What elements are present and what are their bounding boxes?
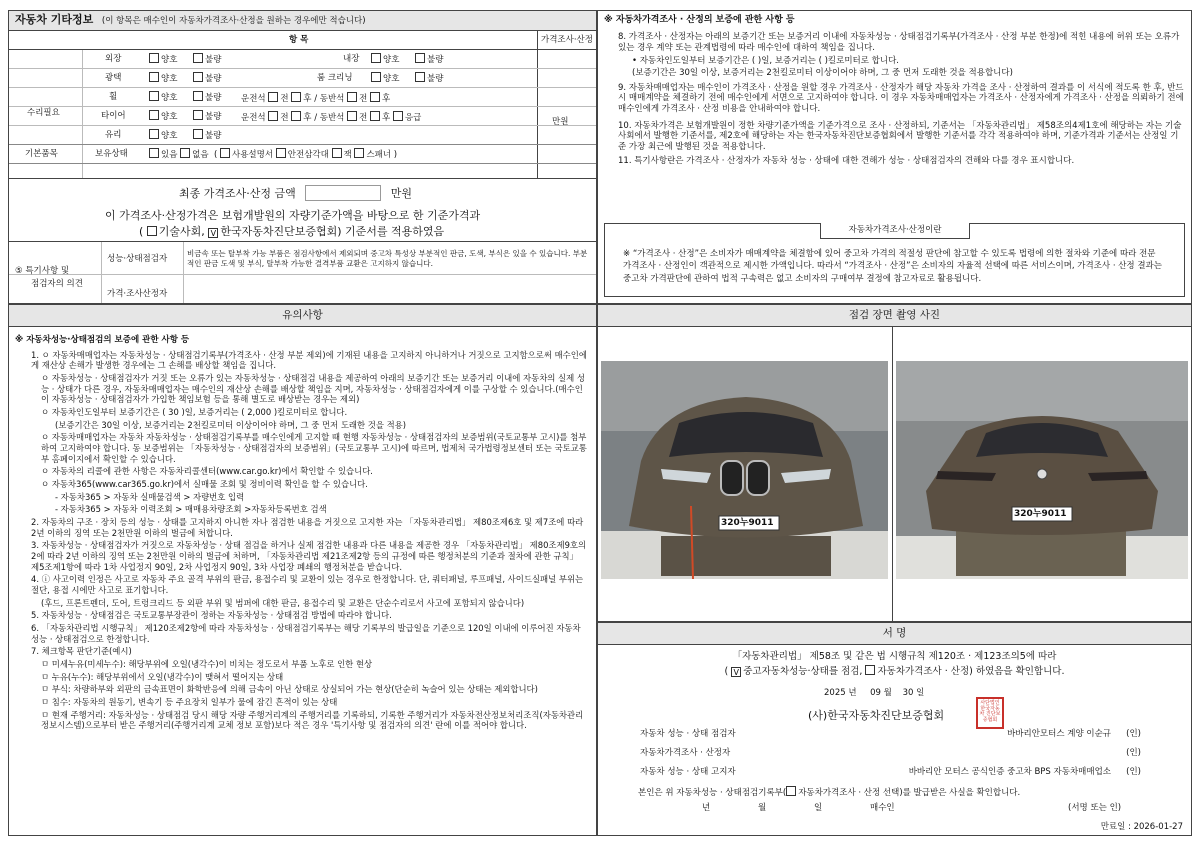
notice-line: ㅇ 자동차의 리콜에 관한 사항은 자동차리콜센터(www.car.go.kr)에서 확인할 수 있습니다. [41, 466, 373, 477]
notice-header [9, 305, 596, 327]
photos-panel [597, 304, 1192, 622]
option-label: 후 [382, 94, 391, 104]
final-price-unit: 만원 [390, 187, 413, 200]
tire-bad-checkbox[interactable] [193, 110, 203, 120]
option-label: 불량 [427, 55, 444, 65]
confirm-b-checkbox[interactable] [865, 665, 875, 675]
guarantee-item-11: 11. 특기사항란은 가격조사 · 산정자가 자동차 성능 · 상태에 대한 견해가 성능 · 상태점검자의 견해와 다를 경우 표시합니다. [618, 155, 1075, 166]
notice-title: 유의사항 [282, 309, 323, 321]
col-price-header: 가격조사·산정 [541, 35, 593, 45]
tire-pass-front-checkbox[interactable] [347, 111, 357, 121]
exterior-label: 외장 [105, 54, 122, 64]
option-label: 양호 [161, 112, 178, 122]
notice-line: ㅇ 자동차인도일부터 보증기간은 ( 30 )일, 보증거리는 ( 2,000 )킬로미터로 합니다. [41, 406, 348, 417]
signer-row [640, 729, 1141, 748]
buyer-year: 년 [702, 803, 711, 813]
room-bad-checkbox[interactable] [415, 72, 425, 82]
final-price-block: 최종 가격조사·산정 금액 만원 이 가격조사·산정가격은 보험개발원의 자량기준가액을 바탕으로 한 기준가격과 ( 기술사회, V 한국자동차진단보증협회) 기준서를 적용하였음 [105, 187, 481, 238]
wheel-driver-front-checkbox[interactable] [268, 92, 278, 102]
rear-inspection-photo [896, 361, 1188, 579]
option-label: 스패너 [366, 150, 392, 160]
interior-label: 내장 [343, 54, 360, 64]
perf-inspector-text: 비금속 또는 탈부착 가능 부품은 점검사항에서 제외되며 중고차 특성상 부분적인 판금, 도색, 부식은 있을 수 있습니다. 부분적인 판금 도색 및 부식, 탈부착 가능한 결격부품 교환은 고지하지 않습니다. [187, 249, 588, 268]
tire-pass-rear-checkbox[interactable] [370, 111, 380, 121]
signer-row [640, 748, 1141, 767]
signer-name: 바바리안모터스 계양 이순규 [1007, 729, 1111, 739]
unit-label: 만원 [552, 117, 569, 127]
guarantee-item-9: 9. 자동차매매업자는 매수인이 가격조사 · 산정을 원할 경우 가격조사 · 산정자가 해당 자동차 가격을 조사 · 산정하여 결과를 이 서식에 적도록 한 후, 반드시 매매계약을 체결하기 전에 매수인에게 서면으로 고지하여야 합니다. 이 경우 자동차매매업자는 가격조사 · 산정자에게 가격조사 · 산정을 의뢰하기 전에 매수인에게 가격조사 · 산정 비용을 안내하여야 합니다. [618, 82, 1184, 114]
glass-bad-checkbox[interactable] [193, 129, 203, 139]
option-label: 전 [359, 113, 368, 123]
basis-sentence: 이 가격조사·산정가격은 보험개발원의 자량기준가액을 바탕으로 한 기준가격과 [105, 209, 481, 222]
notice-line: 1. ㅇ 자동차매매업자는 자동차성능 · 상태점검기록부(가격조사 · 산정 부분 제외)에 기재된 내용을 고지하지 아니하거나 거짓으로 고지함으로써 매수인에게 재산상 손해가 발생한 경우에는 그 손해를 배상할 책임을 집니다. [31, 349, 587, 371]
perf-inspector-label: 성능·상태점검자 [107, 254, 168, 264]
notice-line: ㅁ 부식: 차량하부와 외판의 금속표면이 화학반응에 의해 금속이 아닌 상태로 상실되어 가는 현상(단순히 녹슬어 있는 상태는 제외합니다) [41, 684, 538, 695]
signature-header [598, 623, 1191, 645]
seal-text: 사단법인 한국자동차 진단보증협회 [979, 700, 1001, 723]
basis-b-label: 한국자동차진단보증협회) 기준서를 적용하였음 [220, 225, 445, 238]
confirm-a-label: 중고자동차성능·상태를 점검, [743, 666, 863, 677]
option-label: 불량 [205, 131, 222, 141]
signer-role: 자동차 성능 · 상태 고지자 [640, 767, 736, 777]
price-inspector-label: 가격·조사산정자 [107, 289, 168, 299]
notice-subtitle: ※ 자동차성능·상태점검의 보증에 관한 사항 등 [15, 335, 190, 345]
signer-seal-mark[interactable]: (인) [1126, 748, 1141, 758]
guarantee-item-10: 10. 자동차가격은 보험개발원이 정한 차량기준가액을 기준가격으로 조사 · 산정하되, 기준서는 「자동차관리법」 제58조의4제1호에 해당하는 자는 기술사회에서 발행한 기준서를, 제2호에 해당하는 자는 한국자동차진단보증협회에서 발행한 기준서를 각각 적용하여야 하며, 기준가격과 기준서는 산정일 기준 가장 최근에 발행된 것을 적용합니다. [618, 120, 1182, 152]
triangle-checkbox[interactable] [276, 148, 286, 158]
option-label: 전 [359, 94, 368, 104]
notice-line: ㅁ 현재 주행거리: 자동차성능 · 상태점검 당시 해당 자량 주행거리계의 주행거리를 기록하되, 기록한 주행거리가 자동차전산정보처리조직(자동차관리정보시스템)으로부터 받은 주행거리(주행거리계 교체 정보 포함)보다 적은 경우 '특기사항 및 점검자의 의견' 란에 이를 적어야 합니다. [41, 709, 584, 731]
other-info-title: 자동차 기타정보 [15, 13, 94, 26]
notice-line: ㅇ 자동차365(www.car365.go.kr)에서 실매물 조회 및 정비이력 확인을 할 수 있습니다. [41, 479, 368, 490]
notice-line: 3. 자동차성능 · 상태점검자가 거짓으로 자동차성능 · 상태 점검을 하거나 실제 점검한 내용과 다른 내용을 제공한 경우 「자동차관리법」 제80조제9호의2에 따라 2년 이하의 징역 또는 2천만원 이하의 벌금에 처하며, 「자동차관리법 제21조제2항 등의 규정에 따른 행정처분의 기준과 절차에 관한 규칙」 제5조제1항에 따라 1차 사업정지 90일, 2차 사업정지 90일, 3차 사업장 폐쇄의 행정처분을 받습니다. [31, 540, 587, 572]
buyer-day: 일 [814, 803, 823, 813]
notice-line: (보증기간은 30일 이상, 보증거리는 2천킬로미터 이상이어야 하며, 그 중 먼저 도래한 것을 적용) [55, 419, 407, 430]
option-label: 없음 [192, 150, 209, 160]
receipt-b: 자동차가격조사 · 산정 선택)를 발급받은 사실을 확인합니다. [798, 788, 1021, 798]
notice-line: - 자동차365 > 자동차 이력조회 > 매매용차량조회 >자동차등록번호 검색 [55, 504, 327, 515]
price-guarantee-panel [597, 10, 1192, 304]
notice-line: 7. 체크항목 판단기준(예시) [31, 646, 132, 657]
option-label: 후 [303, 94, 312, 104]
expiry-date: 만료일 : 2026-01-27 [1100, 822, 1183, 832]
confirm-a-checkbox[interactable]: V [731, 667, 741, 677]
notice-line: 5. 자동차성능 · 상태점검은 국토교통부장관이 정하는 자동차성능 · 상태점검 방법에 따라야 합니다. [31, 610, 392, 621]
guarantee-item-8c: (보증기간은 30일 이상, 보증거리는 2천킬로미터 이상이어야 하며, 그 중 먼저 도래한 것을 적용합니다) [632, 68, 1013, 79]
option-label: 불량 [205, 74, 222, 84]
signer-seal-mark[interactable]: (인) [1126, 729, 1141, 739]
price-def-text: ※ “가격조사 · 산정”은 소비자가 매매계약을 체결함에 있어 중고차 가격의 적절성 판단에 참고할 수 있도록 법령에 의한 절차와 기준에 따라 전문 가격조사 · 산정인이 객관적으로 제시한 가액입니다. 따라서 “가격조사 · 산정”은 소비자의 자율적 선택에 따른 서비스이며, 가격조사 · 산정 결과는 중고차 가격판단에 관하여 법적 구속력은 없고 소비자의 구매여부 결정에 참고자료로 활용됩니다. [623, 249, 1162, 284]
col-item-header: 항 목 [289, 35, 309, 45]
notice-line: 6. 「자동차관리법 시행규칙」 제120조제2항에 따라 자동차성능 · 상태점검기록부는 해당 기록부의 발급일을 기준으로 120일 이내에 이루어진 자동차 성능 · 상태점검으로 한정합니다. [31, 623, 581, 644]
option-label: 양호 [383, 74, 400, 84]
option-label: 응급 [404, 113, 422, 123]
signer-role: 자동차 성능 · 상태 점검자 [640, 729, 736, 739]
passenger-label: / 동반석 [314, 113, 345, 123]
buyer-month: 월 [758, 803, 767, 813]
wheel-good-checkbox[interactable] [149, 91, 159, 101]
front-inspection-photo [601, 361, 888, 579]
receipt-price-checkbox[interactable] [786, 786, 796, 796]
option-label: 불량 [205, 55, 222, 65]
possession-have-checkbox[interactable] [149, 148, 159, 158]
date-year: 2025 년 [824, 688, 857, 698]
repair-label: 수리필요 [27, 108, 60, 118]
interior-bad-checkbox[interactable] [415, 53, 425, 63]
notice-panel [8, 304, 597, 836]
spanner-checkbox[interactable] [354, 148, 364, 158]
repair-table: 항 목 가격조사·산정 수리필요 만원 외장 양호 불량 내장 양호 불량 광택 양호 불량 룸 크리닝 양호 불량 휠 양호 불량 운전석 전 후 / 동반석 전 후 타이어 양호 불량 운전석 전 후 / 동반석 전 후 응급 유리 양호 불량 기본품목 보유상태 있음 없음 ( 사용설명서 안전삼각대 잭 스패너 ) [9, 31, 596, 179]
option-label: 사용설명서 [232, 150, 274, 160]
tire-good-checkbox[interactable] [149, 110, 159, 120]
signer-row [640, 767, 1141, 786]
signer-rows [640, 729, 1141, 786]
room-cleaning-label: 룸 크리닝 [317, 73, 353, 83]
manual-checkbox[interactable] [220, 148, 230, 158]
signer-seal-mark[interactable]: (인) [1126, 767, 1141, 777]
signer-role: 자동차가격조사 · 산정자 [640, 748, 731, 758]
room-good-checkbox[interactable] [371, 72, 381, 82]
photos-title: 점검 장면 촬영 사진 [848, 309, 941, 321]
notice-line: - 자동차365 > 자동차 실매물검색 > 자량번호 입력 [55, 491, 245, 502]
option-label: 양호 [161, 55, 178, 65]
option-label: 후 [382, 113, 391, 123]
driver-label: 운전석 [241, 94, 266, 104]
association-seal [976, 697, 1004, 729]
polish-label: 광택 [105, 73, 122, 83]
wheel-label: 휠 [109, 92, 118, 102]
polish-bad-checkbox[interactable] [193, 72, 203, 82]
option-label: 잭 [343, 150, 352, 160]
glass-label: 유리 [105, 130, 122, 140]
wheel-pass-front-checkbox[interactable] [347, 92, 357, 102]
option-label: 양호 [161, 93, 178, 103]
notice-line: ㅇ 자동차성능 · 상태점검자가 거짓 또는 오류가 있는 자동차성능 · 상태점검 내용을 제공하여 아래의 보증기간 또는 보증거리 이내에 자동차의 실제 성능 · 상태가 다른 경우, 자동차매매업자는 매수인의 재산상 손해를 배상할 책임을 지며, 자동차성능 · 상태점검자에게 이를 구상할 수 있습니다.(매수인이 자동차성능 · 상태점검자가 가입한 책임보험 등을 통해 별도로 배상받는 경우는 제외) [41, 372, 585, 405]
signer-name: 바바리안 모터스 공식인증 중고차 BPS 자동차매매업소 [908, 767, 1111, 777]
option-label: 후 [303, 113, 312, 123]
special-label-2: 점검자의 의견 [31, 279, 83, 289]
exterior-bad-checkbox[interactable] [193, 53, 203, 63]
glass-good-checkbox[interactable] [149, 129, 159, 139]
option-label: 전 [280, 94, 289, 104]
price-def-box [604, 223, 1185, 297]
price-guarantee-title: ※ 자동차가격조사 · 산정의 보증에 관한 사항 등 [604, 15, 795, 25]
buyer-label: 매수인 [870, 803, 895, 813]
tire-driver-rear-checkbox[interactable] [291, 111, 301, 121]
price-def-title: 자동차가격조사·산정이란 [820, 223, 970, 239]
passenger-label: / 동반석 [314, 94, 345, 104]
other-info-note: (이 항목은 매수인이 자동차가격조사·산정을 원하는 경우에만 적습니다) [101, 16, 366, 26]
option-label: 있음 [161, 150, 178, 160]
guarantee-item-8b: • 자동차인도일부터 보증기간은 ( )일, 보증거리는 ( )킬로미터로 합니다. [632, 55, 899, 66]
receipt-a: 본인은 위 자동차성능 · 상태점검기록부( [638, 788, 787, 798]
interior-good-checkbox[interactable] [371, 53, 381, 63]
notice-line: ㅇ 자동차매매업자는 자동차 자동차성능 · 상태점검기록부를 매수인에게 고지할 때 현행 자동차성능 · 상태점검자의 보증범위(국토교통부 고시)를 첨부하여 고지하여야 합니다. 동 보증범위는 「자동차성능 · 상태점검자의 보증범위」(국토교통부 고시)에 따르며, 법제처 국가법령정보센터 또는 국토교통부 홈페이지에서 확인할 수 있습니다. [41, 432, 587, 464]
front-car-illustration [601, 361, 888, 579]
final-price-input[interactable] [305, 185, 381, 201]
buyer-sign-area[interactable]: (서명 또는 인) [1068, 803, 1122, 813]
wheel-driver-rear-checkbox[interactable] [291, 92, 301, 102]
notice-line: ㅁ 미세누유(미세누수): 해당부위에 오일(냉각수)이 비치는 정도로서 부품 노후로 인한 현상 [41, 659, 373, 670]
notice-line: (후드, 프론트펜더, 도어, 트렁크리드 등 외판 부위 및 범퍼에 대한 판금, 용접수리 및 교환은 단순수리로서 사고에 포함되지 않습니다) [41, 597, 525, 608]
exterior-good-checkbox[interactable] [149, 53, 159, 63]
law-line: 「자동차관리법」 제58조 및 같은 법 시행규칙 제120조 · 제123조의5에 따라 [732, 651, 1057, 662]
basis-a-label: 기술사회, [158, 225, 205, 238]
basis-a-checkbox[interactable] [147, 226, 157, 236]
photos-header [598, 305, 1191, 327]
rear-plate: 320누9011 [1014, 509, 1067, 519]
jack-checkbox[interactable] [332, 148, 342, 158]
basic-label: 기본품목 [25, 149, 58, 159]
tire-driver-front-checkbox[interactable] [268, 111, 278, 121]
wheel-bad-checkbox[interactable] [193, 91, 203, 101]
special-label-1: ⑤ 특기사항 및 [15, 266, 70, 276]
option-label: 양호 [161, 74, 178, 84]
basis-b-checkbox[interactable]: V [208, 228, 218, 238]
option-label: 전 [280, 113, 289, 123]
option-label: 불량 [205, 112, 222, 122]
guarantee-item-8: 8. 가격조사 · 산정자는 아래의 보증기간 또는 보증거리 이내에 자동차성능 · 상태점검기록부(가격조사 · 산정 부분 한정)에 적힌 내용에 허위 또는 오류가 있는 경우 계약 또는 관계법령에 따라 매수인에 대하여 책임을 집니다. [618, 32, 1180, 53]
possession-label: 보유상태 [95, 149, 128, 159]
signature-title: 서 명 [882, 627, 907, 639]
notice-line: ㅁ 누유(누수): 해당부위에서 오일(냉각수)이 맺혀서 떨어지는 상태 [41, 671, 284, 682]
date-month: 09 월 [870, 688, 892, 698]
association-name: (사)한국자동차진단보증협회 [808, 709, 945, 722]
wheel-pass-rear-checkbox[interactable] [370, 92, 380, 102]
notice-line: ㅁ 침수: 자동차의 원동기, 변속기 등 주요장치 일부가 물에 잠긴 흔적이 있는 상태 [41, 697, 338, 708]
front-plate: 320누9011 [721, 518, 774, 528]
option-label: 양호 [161, 131, 178, 141]
option-label: 불량 [205, 93, 222, 103]
driver-label: 운전석 [241, 113, 266, 123]
other-info-panel [8, 10, 597, 304]
option-label: 양호 [383, 55, 400, 65]
other-info-header [9, 11, 596, 31]
special-notes [9, 241, 596, 303]
rear-car-illustration [896, 361, 1188, 579]
notice-lines [9, 350, 596, 732]
signature-panel: 서 명 「자동차관리법」 제58조 및 같은 법 시행규칙 제120조 · 제123조의5에 따라 ( V 중고자동차성능·상태를 점검, 자동차가격조사 · 산정) 하였음을 확인합니다. 2025 년 09 월 30 일 (사)한국자동차진단보증협회 사단법인 한국자동차 진단보증협회 자동차 성능 · 상태 점검자 바바리안모터스 계양 이순규 (인) 자동차가격조사 · 산정자 (인) 자동차 성능 · 상태 고지자 바바리안 모터스 공식인증 중고차 BPS 자동차매매업소 (인) 본인은 위 자동차성능 · 상태점검기록부( 자동차가격조사 · 산정 선택)를 발급받은 사실을 확인합니다. 년 월 일 매수인 (서명 또는 인) 만료일 : 2026-01-27 [597, 622, 1192, 836]
notice-line: 2. 자동차의 구조 · 장치 등의 성능 · 상태를 고지하지 아니한 자나 점검한 내용을 거짓으로 고지한 자는 「자동차관리법」 제80조제6호 및 제7조에 따라 2년 이하의 징역 또는 2천만원 이하의 벌금에 처합니다. [31, 517, 584, 538]
option-label: 불량 [427, 74, 444, 84]
possession-none-checkbox[interactable] [180, 148, 190, 158]
option-label: 안전삼각대 [287, 150, 329, 160]
notice-line: 4. ⓘ 사고이력 인정은 사고로 자동차 주요 골격 부위의 판금, 용접수리 및 교환이 있는 경우로 한정합니다. 단, 쿼터패널, 루프패널, 사이드실패널 부위는 절단, 용접 시에만 사고로 표기합니다. [31, 574, 584, 596]
tire-emergency-checkbox[interactable] [393, 111, 403, 121]
tire-label: 타이어 [101, 111, 126, 121]
date-day: 30 일 [902, 688, 925, 698]
final-price-label: 최종 가격조사·산정 금액 [179, 187, 296, 200]
polish-good-checkbox[interactable] [149, 72, 159, 82]
confirm-b-label: 자동차가격조사 · 산정) 하였음을 확인합니다. [877, 666, 1065, 677]
